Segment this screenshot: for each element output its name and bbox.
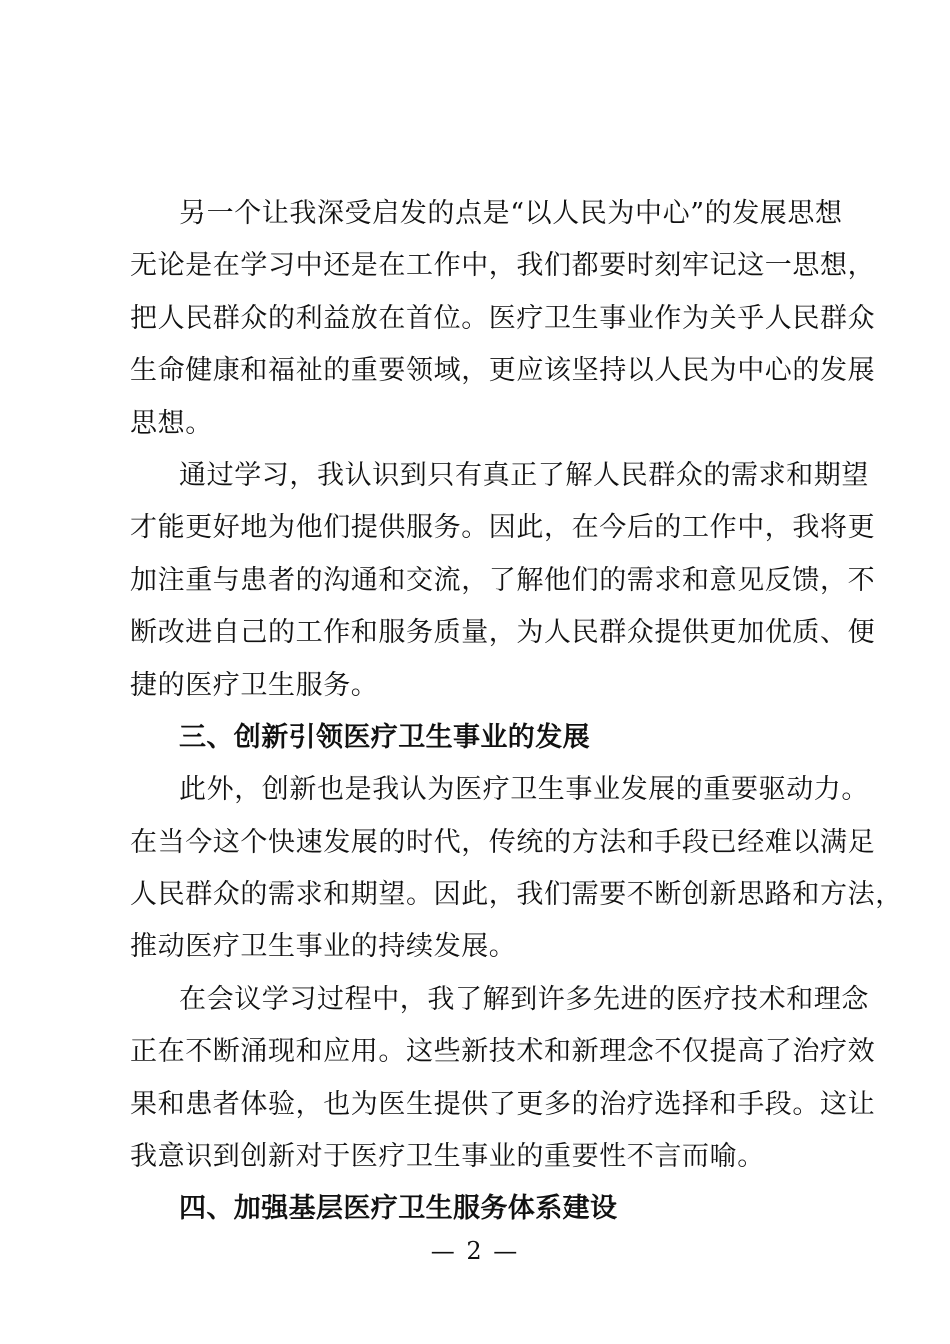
paragraph-line: 果和患者体验，也为医生提供了更多的治疗选择和手段。这让: [130, 1088, 876, 1120]
paragraph-line: 断改进自己的工作和服务质量，为人民群众提供更加优质、便: [130, 617, 876, 649]
paragraph-line: 捷的医疗卫生服务。: [130, 669, 379, 701]
paragraph-line: 在会议学习过程中，我了解到许多先进的医疗技术和理念: [179, 983, 869, 1015]
paragraph-line: 思想。: [130, 407, 213, 439]
paragraph-line: 加注重与患者的沟通和交流，了解他们的需求和意见反馈，不: [130, 564, 876, 596]
section-heading: 四、加强基层医疗卫生服务体系建设: [179, 1193, 618, 1225]
page-number: — 2 —: [430, 1237, 520, 1265]
paragraph-line: 另一个让我深受启发的点是“以人民为中心”的发展思想: [179, 198, 843, 229]
paragraph-line: 推动医疗卫生事业的持续发展。: [130, 931, 517, 963]
paragraph-line: 无论是在学习中还是在工作中，我们都要时刻牢记这一思想，: [130, 250, 876, 282]
paragraph-line: 通过学习，我认识到只有真正了解人民群众的需求和期望: [179, 459, 869, 491]
paragraph-line: 此外，创新也是我认为医疗卫生事业发展的重要驱动力。: [179, 774, 869, 806]
paragraph-line: 我意识到创新对于医疗卫生事业的重要性不言而喻。: [130, 1141, 765, 1173]
paragraph-line: 在当今这个快速发展的时代，传统的方法和手段已经难以满足: [130, 826, 876, 858]
document-body: [130, 188, 903, 1236]
paragraph-line: 正在不断涌现和应用。这些新技术和新理念不仅提高了治疗效: [130, 1036, 876, 1068]
paragraph-line: 才能更好地为他们提供服务。因此，在今后的工作中，我将更: [130, 512, 876, 544]
section-heading: 三、创新引领医疗卫生事业的发展: [179, 721, 590, 753]
paragraph-line: 生命健康和福祉的重要领域，更应该坚持以人民为中心的发展: [130, 355, 876, 387]
paragraph-line: 把人民群众的利益放在首位。医疗卫生事业作为关乎人民群众: [130, 302, 876, 334]
paragraph-line: 人民群众的需求和期望。因此，我们需要不断创新思路和方法，: [130, 879, 903, 911]
